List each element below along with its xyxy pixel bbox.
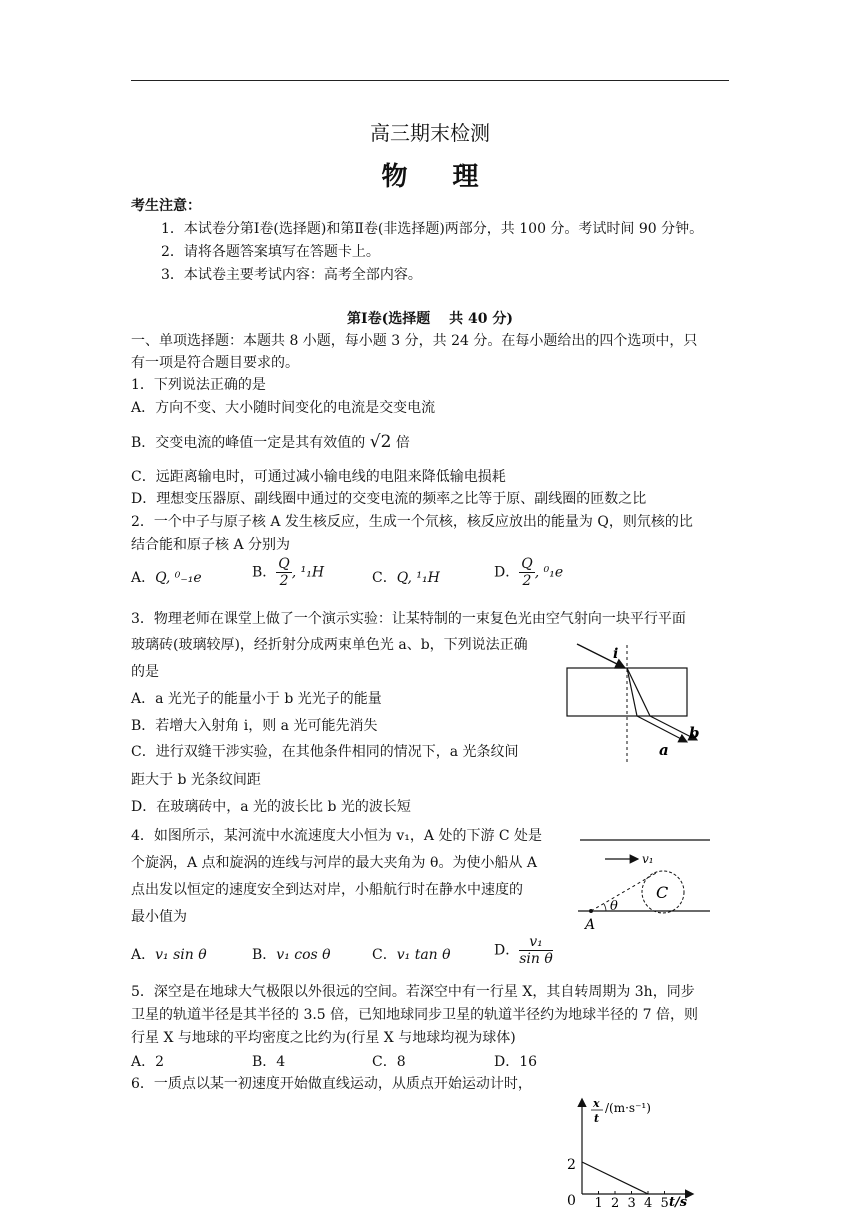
label-i: i (613, 646, 619, 662)
part1-intro-1: 一、单项选择题：本题共 8 小题，每小题 3 分，共 24 分。在每小题给出的四个选项中，只 (131, 333, 698, 349)
q1-sqrt2: √2 (369, 432, 392, 452)
q1-option-c: C．远距离输电时，可通过减小输电线的电阻来降低输电损耗 (131, 469, 506, 485)
q4-stem-1: 4．如图所示，某河流中水流速度大小恒为 v₁，A 处的下游 C 处是 (131, 828, 543, 844)
top-rule (131, 80, 729, 81)
q3-stem-3: 的是 (131, 664, 159, 680)
q6-xt-graph (550, 1092, 710, 1210)
ray-b-in-glass (627, 668, 650, 716)
q1-option-b-pre: B．交变电流的峰值一定是其有效值的 (131, 435, 366, 451)
origin-label: 0 (567, 1193, 576, 1209)
q2-d-num: Q (521, 556, 533, 572)
q3-stem-1: 3．物理老师在课堂上做了一个演示实验：让某特制的一束复色光由空气射向一块平行平面 (131, 611, 686, 627)
q5-option-c: C．8 (372, 1054, 406, 1070)
y-label-num: x (593, 1097, 600, 1110)
q5-option-a: A．2 (131, 1054, 165, 1070)
q4-river-figure (570, 830, 720, 940)
q4-d-den: sin θ (519, 951, 553, 967)
q3-stem-2: 玻璃砖(玻璃较厚)，经折射分成两束单色光 a、b，下列说法正确 (131, 637, 528, 653)
q2-d-tail: , ⁰₁e (534, 564, 564, 581)
part1-heading: 第Ⅰ卷(选择题 共 40 分) (347, 311, 513, 327)
q2-c-label: C． (372, 570, 397, 586)
ray-a-in-glass (627, 668, 637, 716)
x-label: t/s (669, 1195, 688, 1210)
q4-d-fraction (519, 934, 553, 967)
q2-option-a (131, 567, 202, 587)
part1-intro-2: 有一项是符合题目要求的。 (131, 355, 299, 371)
q1-option-b-post: 倍 (395, 435, 410, 451)
q2-option-b (252, 556, 324, 589)
label-c: C (656, 883, 669, 902)
label-a-point: A (585, 917, 596, 933)
x-tick-label: 2 (611, 1196, 620, 1210)
q4-option-b (252, 944, 331, 964)
notice-item-1: 1．本试卷分第Ⅰ卷(选择题)和第Ⅱ卷(非选择题)两部分，共 100 分。考试时间 90 分钟。 (161, 221, 704, 237)
notice-item-2: 2．请将各题答案填写在答题卡上。 (161, 244, 380, 260)
q5-stem-3: 行星 X 与地球的平均密度之比约为(行星 X 与地球均视为球体) (131, 1030, 516, 1046)
y-label-den: t (594, 1112, 600, 1125)
q2-stem-2: 结合能和原子核 A 分别为 (131, 537, 291, 553)
q3-option-d: D．在玻璃砖中，a 光的波长比 b 光的波长短 (131, 799, 411, 815)
q2-b-num: Q (278, 556, 290, 572)
point-a (589, 909, 593, 913)
q4-stem-3: 点出发以恒定的速度安全到达对岸，小船航行时在静水中速度的 (131, 882, 523, 898)
q4-d-label: D． (494, 942, 520, 959)
data-line (582, 1162, 648, 1194)
q2-b-den: 2 (279, 573, 289, 589)
x-tick-label: 4 (644, 1196, 653, 1210)
q3-option-c-2: 距大于 b 光条纹间距 (131, 772, 261, 788)
q4-a-label: A． (131, 947, 156, 963)
y-tick-label: 2 (567, 1157, 576, 1173)
q4-stem-4: 最小值为 (131, 909, 187, 925)
q2-a-label: A． (131, 570, 156, 586)
label-a: a (659, 741, 669, 759)
angle-arc (604, 904, 606, 911)
q3-option-b: B．若增大入射角 i，则 a 光可能先消失 (131, 718, 378, 734)
q1-option-b (131, 432, 729, 453)
q4-a-value: v₁ sin θ (155, 947, 207, 963)
q5-stem-1: 5．深空是在地球大气极限以外很远的空间。若深空中有一行星 X，其自转周期为 3h，同步 (131, 984, 695, 1000)
q4-b-label: B． (252, 947, 277, 963)
q4-d-num: v₁ (519, 934, 553, 951)
q1-stem: 1．下列说法正确的是 (131, 377, 266, 393)
q4-option-c (372, 944, 451, 964)
q4-stem-2: 个旋涡，A 点和旋涡的连线与河岸的最大夹角为 θ。为使小船从 A (131, 855, 537, 871)
ray-a-out (637, 716, 687, 742)
q5-option-b: B．4 (252, 1054, 286, 1070)
label-theta: θ (610, 899, 618, 914)
q1-option-a: A．方向不变、大小随时间变化的电流是交变电流 (131, 400, 436, 416)
q2-stem-1: 2．一个中子与原子核 A 发生核反应，生成一个氘核，核反应放出的能量为 Q，则氘核的比 (131, 514, 693, 530)
x-tick-label: 5 (660, 1196, 669, 1210)
q2-option-d (494, 556, 563, 589)
q2-b-fraction (276, 556, 291, 589)
subject-title: 物 理 (381, 162, 497, 192)
q2-d-fraction (519, 556, 534, 589)
q4-b-value: v₁ cos θ (276, 947, 331, 963)
q2-a-value: Q, ⁰₋₁e (155, 570, 202, 586)
q5-stem-2: 卫星的轨道半径是其半径的 3.5 倍，已知地球同步卫星的轨道半径约为地球半径的 7 倍，则 (131, 1007, 698, 1023)
y-unit: /(m·s⁻¹) (605, 1101, 651, 1115)
notice-heading: 考生注意： (131, 198, 201, 214)
q4-option-d (494, 934, 553, 967)
exam-title: 高三期末检测 (370, 121, 490, 145)
q1-option-d: D．理想变压器原、副线圈中通过的交变电流的频率之比等于原、副线圈的匝数之比 (131, 491, 647, 507)
label-v1: v₁ (642, 852, 654, 866)
q2-c-value: Q, ¹₁H (396, 570, 440, 586)
x-tick-label: 3 (627, 1196, 636, 1210)
q5-option-d: D．16 (494, 1054, 538, 1070)
q3-option-a: A．a 光光子的能量小于 b 光光子的能量 (131, 691, 382, 707)
q2-d-den: 2 (522, 573, 532, 589)
q2-option-c (372, 567, 440, 587)
label-b: b (689, 724, 700, 742)
q4-c-value: v₁ tan θ (396, 947, 451, 963)
notice-item-3: 3．本试卷主要考试内容：高考全部内容。 (161, 267, 422, 283)
q4-option-a (131, 944, 207, 964)
q2-b-tail: , ¹₁H (291, 564, 325, 581)
q3-refraction-figure (555, 630, 725, 770)
q2-d-label: D． (494, 564, 520, 581)
q2-b-label: B． (252, 564, 277, 581)
q4-c-label: C． (372, 947, 397, 963)
q3-option-c-1: C．进行双缝干涉实验，在其他条件相同的情况下，a 光条纹间 (131, 744, 519, 760)
q6-stem: 6．一质点以某一初速度开始做直线运动，从质点开始运动计时， (131, 1076, 532, 1092)
x-tick-label: 1 (594, 1196, 603, 1210)
